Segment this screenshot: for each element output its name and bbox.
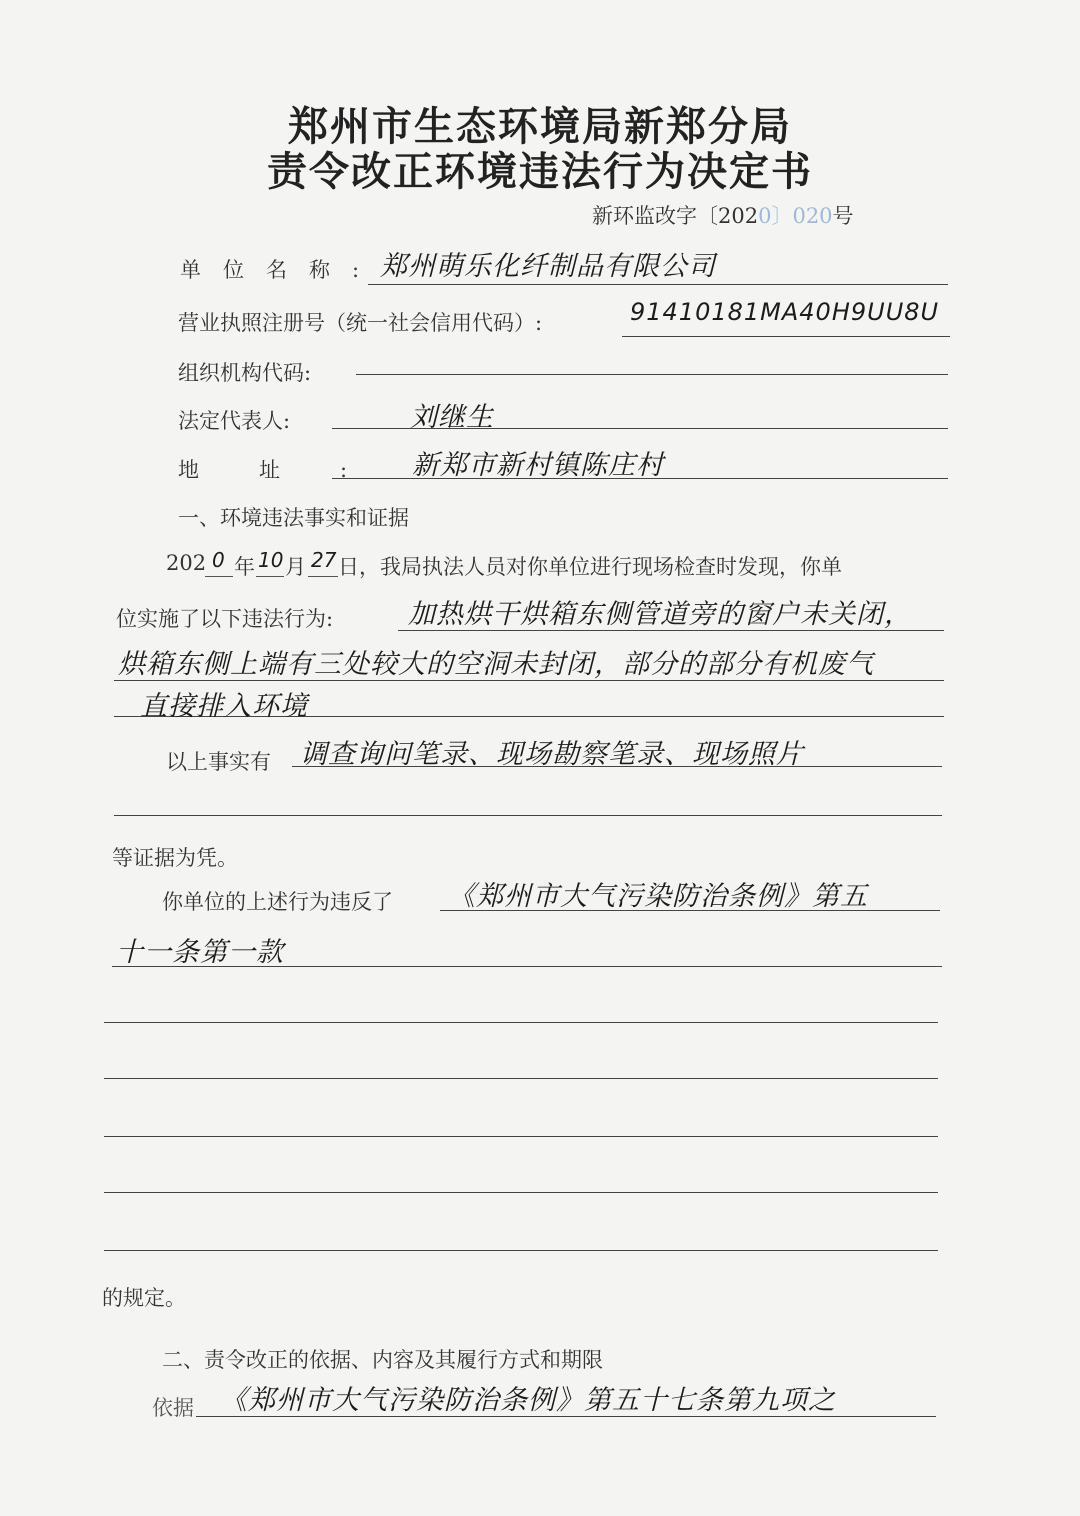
evidence-suffix: 等证据为凭。 [112, 846, 238, 870]
document-title-line1: 郑州市生态环境局新郑分局 [288, 103, 792, 150]
unit-name-label: 单位名称: [180, 258, 382, 282]
doc-number-suffix: 号 [832, 204, 854, 228]
month-underline [256, 576, 284, 577]
month-value: 10 [258, 548, 284, 572]
org-code-label: 组织机构代码: [178, 361, 312, 385]
basis-prefix: 依据 [152, 1396, 194, 1420]
violation-line-2: 十一条第一款 [116, 937, 284, 968]
section2-heading: 二、责令改正的依据、内容及其履行方式和期限 [162, 1348, 603, 1372]
blank-line-4 [104, 1192, 938, 1193]
day-value: 27 [311, 548, 337, 572]
address-label: 地址: [178, 458, 408, 482]
evidence-prefix: 以上事实有 [166, 750, 271, 774]
unit-name-underline [368, 284, 948, 285]
year-underline [205, 576, 233, 577]
month-label: 月 [285, 555, 306, 579]
evidence-value: 调查询问笔录、现场勘察笔录、现场照片 [300, 739, 804, 770]
doc-number-faint: 0〕020 [758, 204, 833, 228]
act-prefix: 位实施了以下违法行为: [116, 607, 334, 631]
basis-value: 《郑州市大气污染防治条例》第五十七条第九项之 [220, 1385, 836, 1416]
date-prefix: 202 [166, 551, 207, 575]
year-label: 年 [234, 555, 255, 579]
violation-prefix: 你单位的上述行为违反了 [162, 890, 393, 914]
license-underline [622, 336, 950, 337]
legal-rep-value: 刘继生 [410, 402, 494, 433]
document-title-line2: 责令改正环境违法行为决定书 [267, 148, 813, 195]
act-line-1: 加热烘干烘箱东侧管道旁的窗户未关闭， [408, 599, 912, 630]
violation-suffix: 的规定。 [102, 1286, 186, 1310]
blank-line-2 [104, 1078, 938, 1079]
address-value: 新郑市新村镇陈庄村 [412, 450, 664, 481]
license-value: 91410181MA40H9UU8U [630, 298, 940, 326]
doc-number-prefix: 新环监改字〔202 [592, 204, 759, 228]
act-line-2: 烘箱东侧上端有三处较大的空洞未封闭，部分的部分有机废气 [118, 649, 874, 680]
legal-rep-label: 法定代表人: [178, 409, 291, 433]
blank-line-3 [104, 1136, 938, 1137]
year-digit: 0 [212, 548, 225, 572]
day-underline [308, 576, 338, 577]
document-number [592, 200, 854, 230]
blank-line-1 [104, 1022, 938, 1023]
violation-line-1: 《郑州市大气污染防治条例》第五 [448, 881, 868, 912]
blank-line-5 [104, 1250, 938, 1251]
unit-name-value: 郑州萌乐化纤制品有限公司 [380, 251, 716, 282]
evidence-underline-2 [114, 815, 942, 816]
section1-heading: 一、环境违法事实和证据 [178, 506, 409, 530]
act-line-3: 直接排入环境 [140, 691, 308, 722]
org-code-underline [356, 374, 948, 375]
license-label: 营业执照注册号（统一社会信用代码）: [178, 311, 543, 335]
date-sentence: 日，我局执法人员对你单位进行现场检查时发现，你单 [338, 555, 842, 579]
